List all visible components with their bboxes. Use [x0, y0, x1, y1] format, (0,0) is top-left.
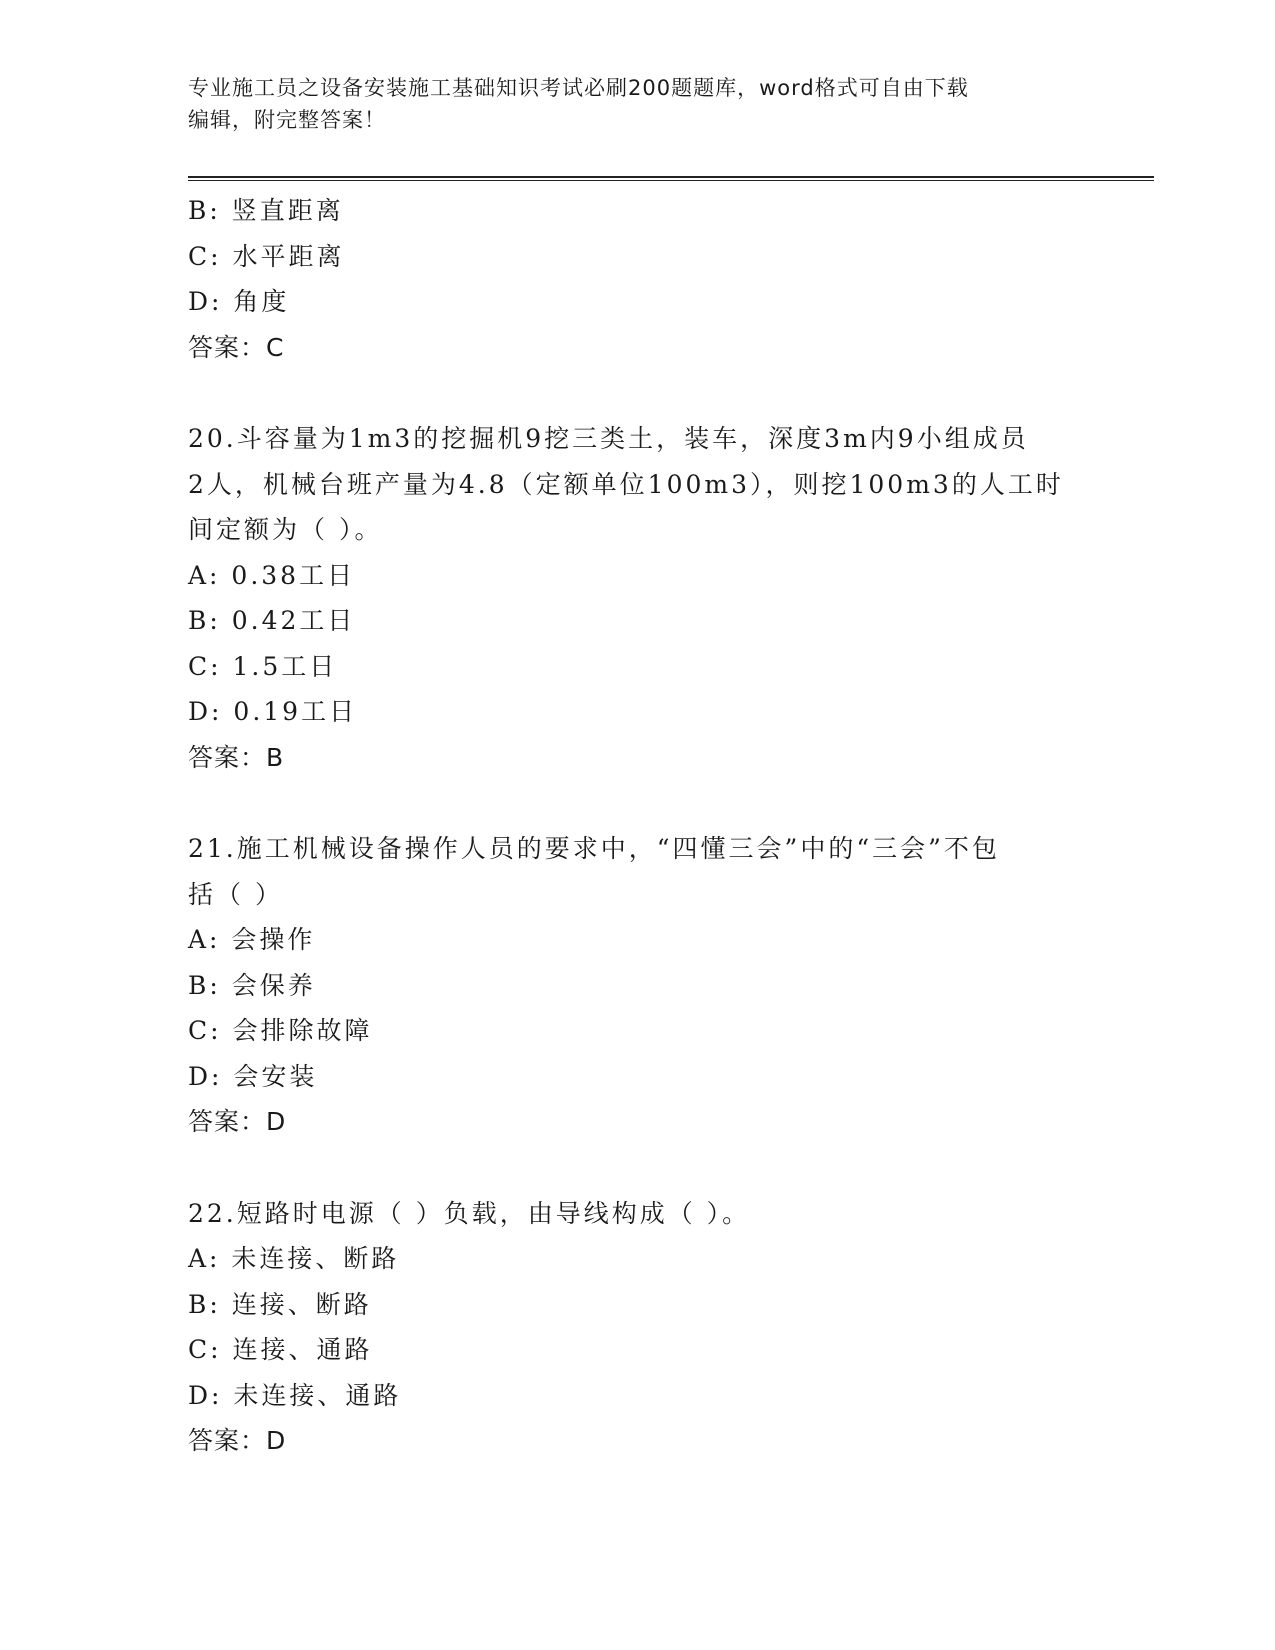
- answer-line: 答案：B: [188, 742, 285, 772]
- question-19-continued: [188, 188, 1088, 370]
- header-title-line-1: 专业施工员之设备安装施工基础知识考试必刷200题题库，word格式可自由下载: [188, 76, 969, 100]
- option-d: D: 0.19工日: [188, 697, 358, 726]
- question-stem-line: 22.短路时电源（ ）负载，由导线构成（ ）。: [188, 1198, 751, 1228]
- option-b: B: 竖直距离: [188, 196, 344, 225]
- answer-line: 答案：D: [188, 1426, 287, 1455]
- question-20: [188, 416, 1088, 780]
- question-21: [188, 826, 1088, 1145]
- answer-line: 答案：D: [188, 1107, 287, 1136]
- header-title-line-2: 编辑，附完整答案！: [188, 108, 386, 132]
- option-c: C: 水平距离: [188, 241, 345, 271]
- option-a: A: 未连接、断路: [188, 1244, 400, 1273]
- document-body: [188, 188, 1148, 1464]
- question-22: [188, 1191, 1088, 1464]
- question-stem-line: 2人，机械台班产量为4.8（定额单位100m3），则挖100m3的人工时: [188, 469, 1064, 499]
- question-stem-line: 间定额为（ ）。: [188, 515, 383, 544]
- question-stem-line: 21.施工机械设备操作人员的要求中，“四懂三会”中的“三会”不包: [188, 834, 1000, 863]
- question-stem-line: 括（ ）: [188, 879, 283, 909]
- option-d: D: 会安装: [188, 1061, 318, 1091]
- option-d: D: 未连接、通路: [188, 1380, 402, 1410]
- option-c: C: 会排除故障: [188, 1016, 373, 1045]
- page-header: [188, 72, 1088, 136]
- option-b: B: 会保养: [188, 970, 316, 1000]
- option-a: A: 0.38工日: [188, 560, 356, 590]
- option-c: C: 1.5工日: [188, 651, 338, 681]
- option-b: B: 连接、断路: [188, 1289, 372, 1319]
- question-stem-line: 20.斗容量为1m3的挖掘机9挖三类土，装车，深度3m内9小组成员: [188, 424, 1029, 453]
- option-c: C: 连接、通路: [188, 1335, 373, 1364]
- option-b: B: 0.42工日: [188, 606, 356, 635]
- option-d: D: 角度: [188, 287, 290, 316]
- answer-line: 答案：C: [188, 332, 285, 362]
- header-divider: [188, 176, 1154, 181]
- option-a: A: 会操作: [188, 925, 316, 954]
